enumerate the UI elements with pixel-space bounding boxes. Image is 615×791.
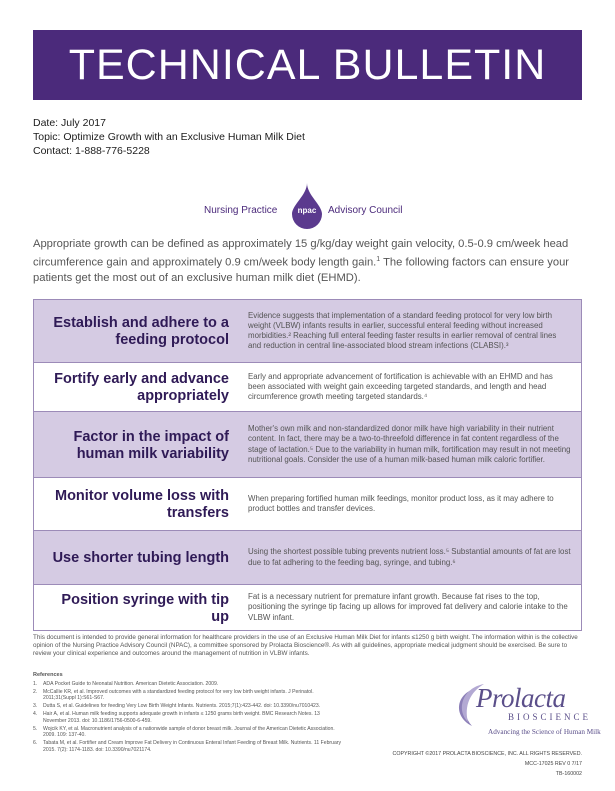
bulletin-title: TECHNICAL BULLETIN xyxy=(68,40,547,89)
reference-num: 1. xyxy=(33,681,38,687)
factor-text: Early and appropriate advancement of fortification is achievable with an EHMD and has been associated with weight gain exceeding targeted standards, and length and head circumference growth meeting targeted standards.⁴ xyxy=(248,371,553,402)
references-title: References xyxy=(33,672,63,678)
factor-row xyxy=(34,585,581,630)
factor-title: Use shorter tubing length xyxy=(52,550,229,566)
intro-sup: 1 xyxy=(376,256,381,263)
reference-item xyxy=(33,681,343,688)
intro-tail: The following factors can ensure your patients get the most out of an exclusive human milk diet (EHMD). xyxy=(33,256,570,284)
factor-row xyxy=(34,478,581,531)
council-badge: npac xyxy=(297,206,317,215)
factors-table xyxy=(33,299,582,631)
factor-text: Mother's own milk and non-standardized donor milk have high variability in their nutrient content. In fact, there may be a two-to-threefold difference in fat content regardless of the stage of lactation.⁵ Due to the variability in human milk, fortification may result in not meeting nutritional goals. Consider the use of a human milk-based human milk caloric fortifier. xyxy=(248,424,571,464)
logo-subtitle: BIOSCIENCE xyxy=(508,712,592,722)
meta-topic: Topic: Optimize Growth with an Exclusive Human Milk Diet xyxy=(33,131,305,143)
factor-row xyxy=(34,531,581,585)
copyright-line: COPYRIGHT ©2017 PROLACTA BIOSCIENCE, INC. ALL RIGHTS RESERVED. xyxy=(392,751,582,757)
factor-text: Using the shortest possible tubing prevents nutrient loss.⁵ Substantial amounts of fat are lost due to fat adhering to the feeding bag, syringe, and tubing.⁶ xyxy=(248,547,571,567)
meta-date: Date: July 2017 xyxy=(33,117,106,129)
intro-paragraph xyxy=(33,237,585,286)
reference-item xyxy=(33,703,343,710)
reference-num: 2. xyxy=(33,688,38,695)
disclaimer: This document is intended to provide general information for healthcare providers in the use of an Exclusive Human Milk Diet for infants ≤1250 g birth weight. The information within is the collective opinion of the Nursing Practice Advisory Council (NPAC), a committee sponsored by Prolacta Bioscience®. As with all guidelines, appropriate medical judgment should be exercised. Be sure to review your clinical experience and outcomes around the management of nutrition in VLBW infants. xyxy=(33,634,578,658)
reference-item xyxy=(33,689,343,702)
logo-tagline: Advancing the Science of Human Milk xyxy=(488,728,601,736)
factor-text: Fat is a necessary nutrient for premature infant growth. Because fat rises to the top, positioning the syringe tip facing up allows for improved fat delivery and calorie intake to the VLBW infant. xyxy=(248,592,568,622)
council-logo xyxy=(0,183,615,233)
reference-text: Hair A, et al. Human milk feeding supports adequate growth in infants ≤ 1250 grams birth weight. BMC Research Notes. 13 November 2013. doi: 10.1186/1756-0500-6-459. xyxy=(43,711,320,724)
factor-title: Factor in the impact of human milk variability xyxy=(73,428,229,462)
reference-num: 4. xyxy=(33,711,38,718)
reference-text: Tabata M, et al. Fortifier and Cream Improve Fat Delivery in Continuous Enteral Infant Feeding of Breast Milk. Nutrients. 11 February 2015. 7(2): 1174-1183. doi: 10.3390/nu7021174. xyxy=(43,740,342,753)
factor-text: When preparing fortified human milk feedings, monitor product loss, as it may adhere to product bottles and transfer devices. xyxy=(248,493,554,513)
factor-row xyxy=(34,363,581,412)
reference-item xyxy=(33,740,343,753)
reference-num: 5. xyxy=(33,725,38,732)
factor-title: Monitor volume loss with transfers xyxy=(54,488,229,521)
factor-row xyxy=(34,300,581,363)
logo-wordmark: Prolacta xyxy=(476,683,566,713)
factor-title: Fortify early and advance appropriately xyxy=(54,371,229,404)
bulletin-number: TB-160002 xyxy=(555,771,582,777)
reference-text: Dutta S, et al. Guidelines for feeding Very Low Birth Weight Infants. Nutrients. 2015;7(1):423-442. doi: 10.3390/nu7010423. xyxy=(43,703,321,710)
copyright-block xyxy=(393,749,582,779)
reference-num: 3. xyxy=(33,703,38,710)
reference-num: 6. xyxy=(33,740,38,747)
reference-text: Wojcik KY, et al. Macronutrient analysis of a nationwide sample of donor breast milk. Journal of the American Dietetic Association. 2009. 109: 137-40. xyxy=(43,725,335,739)
reference-text: ADA Pocket Guide to Neonatal Nutrition. American Dietetic Association. 2009. xyxy=(43,681,219,687)
bulletin-header xyxy=(33,30,582,100)
references-list xyxy=(33,681,343,755)
council-name-left: Nursing Practice xyxy=(204,205,278,216)
factor-title: Position syringe with tip up xyxy=(61,591,229,625)
factor-text: Evidence suggests that implementation of a standard feeding protocol for very low birth weight (VLBW) infants results in earlier, successful enteral feeding without increased morbidities.² Reaching full enteral feeding faster results in earlier removal of central lines and reduction in central line-associated blood stream infections (CLABSI).³ xyxy=(248,310,557,351)
reference-text: McCallie KR, et al. Improved outcomes with a standardized feeding protocol for very low birth weight infants. J Perinatol. 2011;31(Suppl 1):S61-S67. xyxy=(43,688,314,702)
reference-item xyxy=(33,711,343,724)
council-name-right: Advisory Council xyxy=(328,205,403,216)
reference-item xyxy=(33,726,343,739)
factor-title: Establish and adhere to a feeding protocol xyxy=(53,315,229,348)
bulletin-meta xyxy=(33,116,305,158)
document-code: MCC-17025 REV 0 7/17 xyxy=(524,761,582,767)
meta-contact: Contact: 1-888-776-5228 xyxy=(33,145,150,157)
intro-text: Appropriate growth can be defined as approximately 15 g/kg/day weight gain velocity, 0.5-0.9 cm/week head circumference gain and approximately 0.9 cm/week body length gain. xyxy=(33,238,569,269)
factor-row xyxy=(34,412,581,478)
